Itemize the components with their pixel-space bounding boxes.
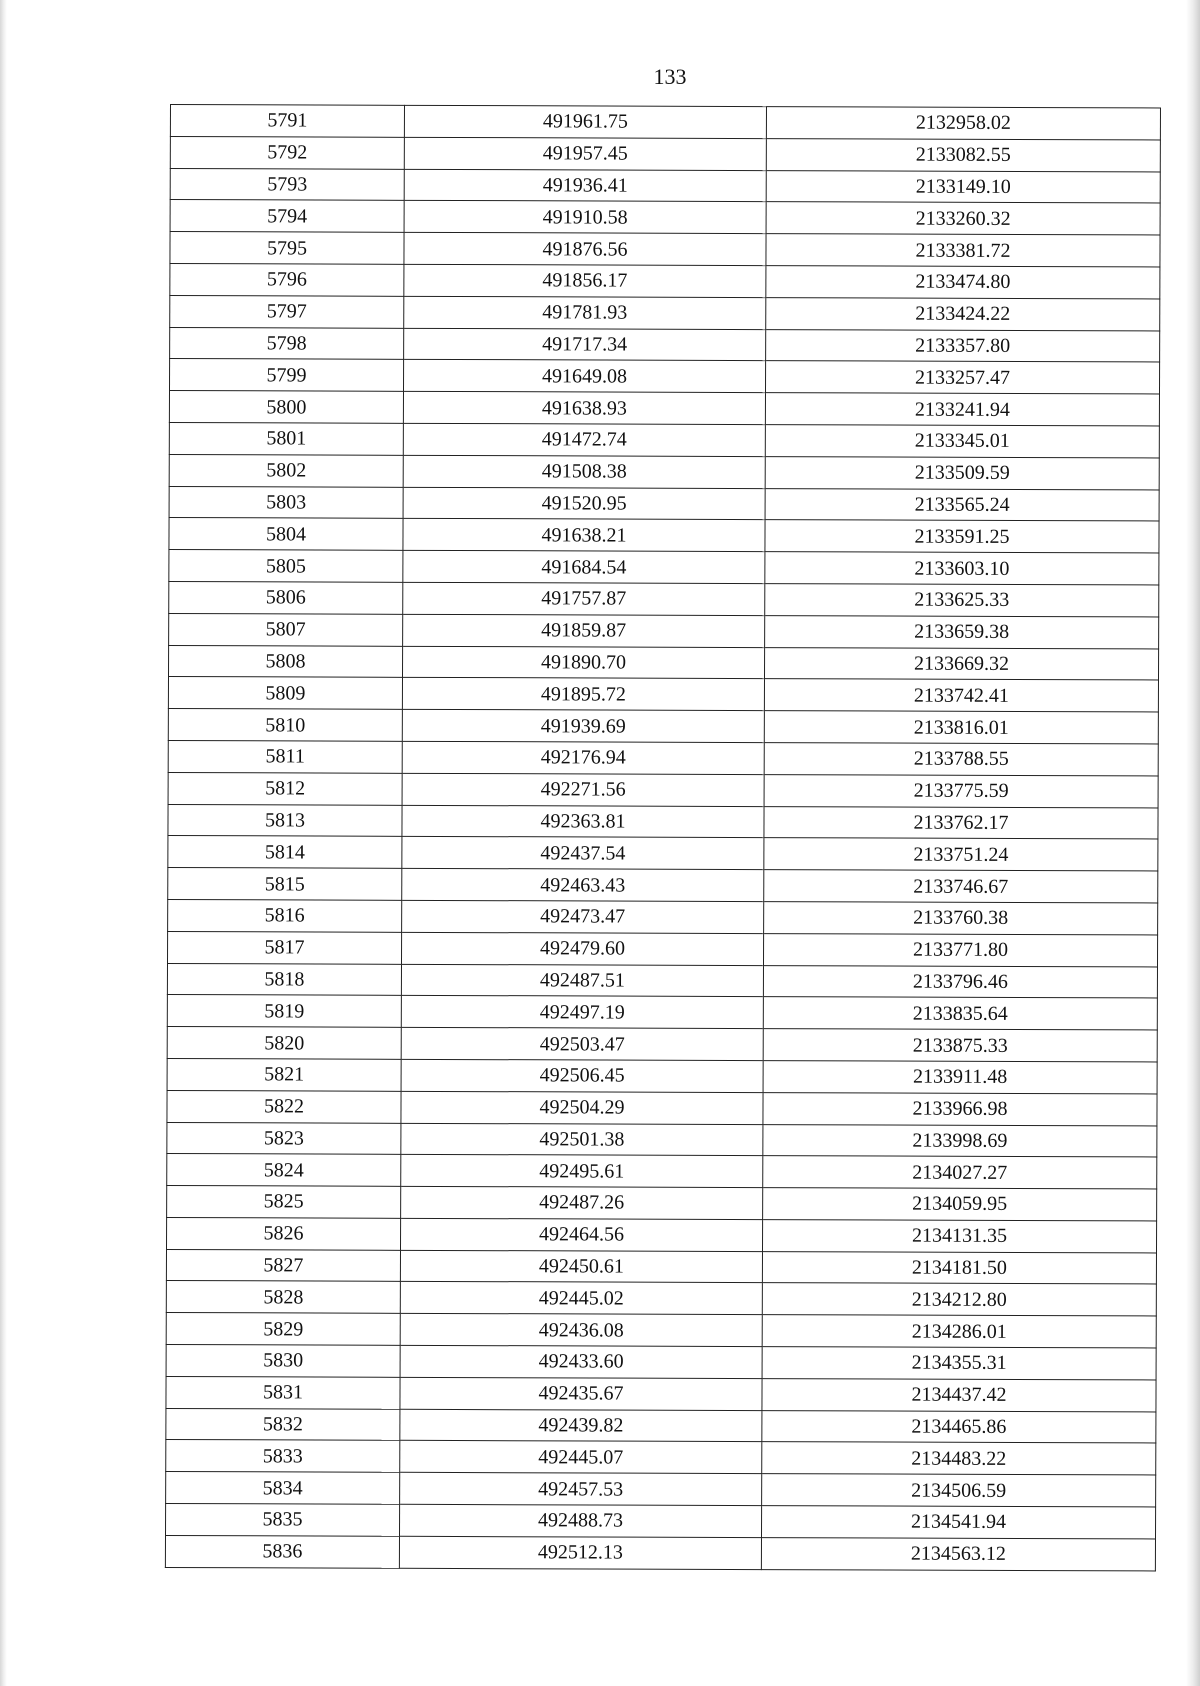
x-coordinate-cell: 491856.17 [404,264,766,297]
table-row [166,1281,1156,1316]
coordinate-table-body [165,105,1160,1571]
x-coordinate-cell: 491520.95 [403,487,765,520]
coordinate-table [165,104,1161,1571]
table-row [167,1058,1157,1093]
table-row [166,1376,1156,1411]
point-number-cell: 5800 [169,391,403,424]
x-coordinate-cell: 491876.56 [404,233,766,266]
table-row [167,1154,1157,1189]
y-coordinate-cell: 2134563.12 [761,1537,1155,1570]
table-row [167,1090,1157,1125]
point-number-cell: 5796 [170,263,404,296]
table-row [170,295,1160,330]
point-number-cell: 5812 [168,772,402,805]
y-coordinate-cell: 2133746.67 [764,870,1158,903]
page-number: 133 [653,64,687,89]
point-number-cell: 5827 [166,1249,400,1282]
x-coordinate-cell: 491895.72 [402,678,764,711]
table-row [170,105,1160,140]
x-coordinate-cell: 492463.43 [402,868,764,901]
point-number-cell: 5825 [167,1186,401,1219]
y-coordinate-cell: 2133260.32 [766,202,1160,235]
table-row [165,1535,1155,1570]
table-row [166,1408,1156,1443]
x-coordinate-cell: 491957.45 [404,137,766,170]
y-coordinate-cell: 2133775.59 [764,774,1158,807]
table-row [168,899,1158,934]
x-coordinate-cell: 492437.54 [402,837,764,870]
y-coordinate-cell: 2132958.02 [766,107,1160,140]
y-coordinate-cell: 2133911.48 [763,1060,1157,1093]
x-coordinate-cell: 491939.69 [402,709,764,742]
x-coordinate-cell: 492487.51 [401,964,763,997]
y-coordinate-cell: 2133509.59 [765,456,1159,489]
y-coordinate-cell: 2133835.64 [763,997,1157,1030]
scan-edge-right [1186,0,1200,1686]
x-coordinate-cell: 492512.13 [399,1536,761,1569]
y-coordinate-cell: 2133241.94 [765,393,1159,426]
x-coordinate-cell: 492506.45 [401,1059,763,1092]
y-coordinate-cell: 2133659.38 [765,615,1159,648]
x-coordinate-cell: 491684.54 [403,550,765,583]
y-coordinate-cell: 2134131.35 [762,1219,1156,1252]
table-row [170,327,1160,362]
y-coordinate-cell: 2134181.50 [762,1251,1156,1284]
table-row [169,486,1159,521]
table-row [170,263,1160,298]
point-number-cell: 5805 [169,550,403,583]
point-number-cell: 5836 [165,1535,399,1568]
point-number-cell: 5817 [168,931,402,964]
y-coordinate-cell: 2134286.01 [762,1315,1156,1348]
table-row [167,1122,1157,1157]
x-coordinate-cell: 492495.61 [401,1155,763,1188]
x-coordinate-cell: 492436.08 [400,1314,762,1347]
y-coordinate-cell: 2133788.55 [764,743,1158,776]
table-row [166,1440,1156,1475]
y-coordinate-cell: 2133565.24 [765,488,1159,521]
y-coordinate-cell: 2133742.41 [764,679,1158,712]
x-coordinate-cell: 491961.75 [404,105,766,138]
table-row [167,1186,1157,1221]
table-row [167,995,1157,1030]
point-number-cell: 5808 [169,645,403,678]
point-number-cell: 5793 [170,168,404,201]
x-coordinate-cell: 491638.21 [403,519,765,552]
point-number-cell: 5792 [170,136,404,169]
x-coordinate-cell: 491649.08 [403,360,765,393]
point-number-cell: 5819 [167,995,401,1028]
table-row [167,1217,1157,1252]
y-coordinate-cell: 2133796.46 [763,965,1157,998]
y-coordinate-cell: 2133357.80 [766,329,1160,362]
table-row [170,168,1160,203]
x-coordinate-cell: 492435.67 [400,1377,762,1410]
x-coordinate-cell: 492464.56 [401,1218,763,1251]
x-coordinate-cell: 492504.29 [401,1091,763,1124]
point-number-cell: 5816 [168,899,402,932]
table-row [168,868,1158,903]
y-coordinate-cell: 2133424.22 [766,297,1160,330]
y-coordinate-cell: 2133381.72 [766,234,1160,267]
point-number-cell: 5798 [170,327,404,360]
point-number-cell: 5794 [170,200,404,233]
table-row [169,518,1159,553]
x-coordinate-cell: 492445.07 [400,1441,762,1474]
table-row [168,709,1158,744]
point-number-cell: 5821 [167,1058,401,1091]
x-coordinate-cell: 492445.02 [400,1282,762,1315]
y-coordinate-cell: 2134465.86 [762,1410,1156,1443]
x-coordinate-cell: 492488.73 [400,1504,762,1537]
y-coordinate-cell: 2133751.24 [764,838,1158,871]
point-number-cell: 5830 [166,1345,400,1378]
table-row [168,772,1158,807]
point-number-cell: 5829 [166,1313,400,1346]
x-coordinate-cell: 492479.60 [402,932,764,965]
table-row [170,200,1160,235]
point-number-cell: 5822 [167,1090,401,1123]
table-row [169,391,1159,426]
y-coordinate-cell: 2133998.69 [763,1124,1157,1157]
x-coordinate-cell: 491781.93 [404,296,766,329]
point-number-cell: 5835 [166,1504,400,1537]
y-coordinate-cell: 2133762.17 [764,806,1158,839]
table-row [166,1313,1156,1348]
point-number-cell: 5820 [167,1027,401,1060]
x-coordinate-cell: 491717.34 [404,328,766,361]
table-row [169,645,1159,680]
y-coordinate-cell: 2134541.94 [762,1506,1156,1539]
x-coordinate-cell: 491890.70 [402,646,764,679]
point-number-cell: 5803 [169,486,403,519]
x-coordinate-cell: 492363.81 [402,805,764,838]
point-number-cell: 5791 [170,105,404,138]
table-row [169,359,1159,394]
point-number-cell: 5815 [168,868,402,901]
y-coordinate-cell: 2133591.25 [765,520,1159,553]
y-coordinate-cell: 2133082.55 [766,138,1160,171]
x-coordinate-cell: 492271.56 [402,773,764,806]
point-number-cell: 5795 [170,232,404,265]
x-coordinate-cell: 492433.60 [400,1345,762,1378]
scan-edge-left [0,0,7,1686]
table-row [170,136,1160,171]
x-coordinate-cell: 491936.41 [404,169,766,202]
table-row [168,804,1158,839]
table-row [167,963,1157,998]
x-coordinate-cell: 491508.38 [403,455,765,488]
table-row [168,836,1158,871]
x-coordinate-cell: 491757.87 [403,582,765,615]
y-coordinate-cell: 2133625.33 [765,584,1159,617]
point-number-cell: 5811 [168,740,402,773]
point-number-cell: 5832 [166,1408,400,1441]
table-row [166,1504,1156,1539]
y-coordinate-cell: 2133474.80 [766,266,1160,299]
x-coordinate-cell: 492501.38 [401,1123,763,1156]
point-number-cell: 5826 [167,1217,401,1250]
table-row [169,454,1159,489]
table-row [166,1345,1156,1380]
point-number-cell: 5824 [167,1154,401,1187]
point-number-cell: 5802 [169,454,403,487]
x-coordinate-cell: 492457.53 [400,1473,762,1506]
y-coordinate-cell: 2134483.22 [762,1442,1156,1475]
y-coordinate-cell: 2133149.10 [766,170,1160,203]
point-number-cell: 5831 [166,1376,400,1409]
point-number-cell: 5813 [168,804,402,837]
point-number-cell: 5797 [170,295,404,328]
y-coordinate-cell: 2133875.33 [763,1029,1157,1062]
table-row [170,232,1160,267]
table-row [169,581,1159,616]
table-row [169,550,1159,585]
y-coordinate-cell: 2133771.80 [763,933,1157,966]
point-number-cell: 5801 [169,422,403,455]
y-coordinate-cell: 2134437.42 [762,1378,1156,1411]
point-number-cell: 5809 [168,677,402,710]
table-row [169,613,1159,648]
y-coordinate-cell: 2133669.32 [764,647,1158,680]
y-coordinate-cell: 2134506.59 [762,1474,1156,1507]
point-number-cell: 5810 [168,709,402,742]
x-coordinate-cell: 492450.61 [400,1250,762,1283]
point-number-cell: 5806 [169,581,403,614]
point-number-cell: 5823 [167,1122,401,1155]
y-coordinate-cell: 2134027.27 [763,1156,1157,1189]
point-number-cell: 5807 [169,613,403,646]
point-number-cell: 5804 [169,518,403,551]
y-coordinate-cell: 2133760.38 [764,901,1158,934]
x-coordinate-cell: 492439.82 [400,1409,762,1442]
table-row [167,1027,1157,1062]
x-coordinate-cell: 491910.58 [404,201,766,234]
table-row [168,740,1158,775]
y-coordinate-cell: 2133345.01 [765,425,1159,458]
table-row [166,1472,1156,1507]
y-coordinate-cell: 2134212.80 [762,1283,1156,1316]
table-row [169,422,1159,457]
x-coordinate-cell: 492176.94 [402,741,764,774]
table-row [166,1249,1156,1284]
y-coordinate-cell: 2133257.47 [765,361,1159,394]
x-coordinate-cell: 491472.74 [403,423,765,456]
x-coordinate-cell: 492497.19 [401,996,763,1029]
x-coordinate-cell: 491638.93 [403,391,765,424]
x-coordinate-cell: 492473.47 [402,900,764,933]
table-row [168,677,1158,712]
point-number-cell: 5814 [168,836,402,869]
y-coordinate-cell: 2134355.31 [762,1347,1156,1380]
point-number-cell: 5828 [166,1281,400,1314]
point-number-cell: 5834 [166,1472,400,1505]
point-number-cell: 5833 [166,1440,400,1473]
table-row [168,931,1158,966]
x-coordinate-cell: 492487.26 [401,1186,763,1219]
point-number-cell: 5799 [169,359,403,392]
x-coordinate-cell: 491859.87 [403,614,765,647]
point-number-cell: 5818 [167,963,401,996]
x-coordinate-cell: 492503.47 [401,1027,763,1060]
y-coordinate-cell: 2133816.01 [764,711,1158,744]
y-coordinate-cell: 2133966.98 [763,1092,1157,1125]
y-coordinate-cell: 2134059.95 [763,1188,1157,1221]
y-coordinate-cell: 2133603.10 [765,552,1159,585]
